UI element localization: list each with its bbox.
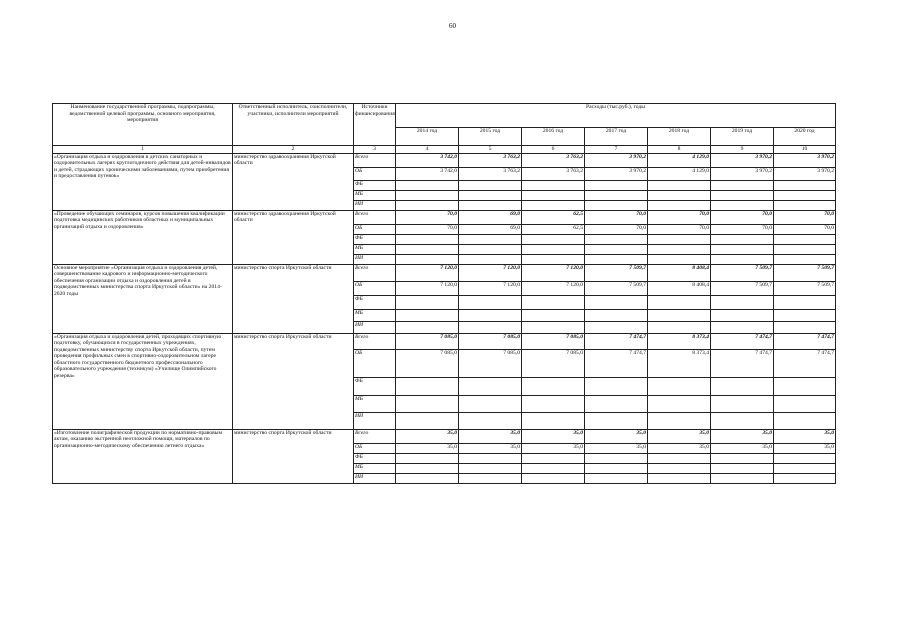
column-number: 4 xyxy=(396,146,459,154)
funding-source-label: ФБ xyxy=(354,180,396,190)
regional-budget-value: 3 763,2 xyxy=(459,167,522,180)
empty-value xyxy=(396,463,459,473)
funding-source-label: ОБ xyxy=(354,349,396,377)
empty-value xyxy=(522,395,585,412)
empty-value xyxy=(522,254,585,264)
empty-value xyxy=(459,309,522,321)
activity-executor: министерство здравоохранения Иркутской области xyxy=(233,153,354,210)
empty-value xyxy=(648,234,711,244)
empty-value xyxy=(774,473,836,483)
empty-value xyxy=(774,180,836,190)
total-value: 8 408,4 xyxy=(648,264,711,281)
funding-source-label: ФБ xyxy=(354,377,396,395)
empty-value xyxy=(585,473,648,483)
regional-budget-value: 8 408,4 xyxy=(648,281,711,295)
empty-value xyxy=(396,190,459,200)
funding-source-label: ИИ xyxy=(354,321,396,333)
empty-value xyxy=(648,244,711,254)
empty-value xyxy=(459,473,522,483)
empty-value xyxy=(648,321,711,333)
total-value: 62,5 xyxy=(522,210,585,224)
header-year: 2020 год xyxy=(774,128,836,146)
activity-row xyxy=(53,333,836,349)
total-value: 4 129,0 xyxy=(648,153,711,167)
empty-value xyxy=(711,309,774,321)
empty-value xyxy=(711,321,774,333)
column-number: 7 xyxy=(585,146,648,154)
funding-source-label: ОБ xyxy=(354,224,396,234)
header-executor-column: Ответственный исполнитель, соисполнители, участники, исполнители мероприятий xyxy=(233,104,354,146)
empty-value xyxy=(522,309,585,321)
empty-value xyxy=(774,463,836,473)
empty-value xyxy=(711,463,774,473)
empty-value xyxy=(396,200,459,210)
regional-budget-value: 4 129,0 xyxy=(648,167,711,180)
funding-source-label: ОБ xyxy=(354,167,396,180)
header-year: 2019 год xyxy=(711,128,774,146)
empty-value xyxy=(711,453,774,463)
regional-budget-value: 35,0 xyxy=(648,443,711,453)
empty-value xyxy=(396,395,459,412)
empty-value xyxy=(585,309,648,321)
empty-value xyxy=(648,412,711,429)
total-value: 8 373,4 xyxy=(648,333,711,349)
regional-budget-value: 7 509,7 xyxy=(585,281,648,295)
total-value: 70,0 xyxy=(396,210,459,224)
empty-value xyxy=(711,200,774,210)
empty-value xyxy=(585,200,648,210)
funding-source-label: ФБ xyxy=(354,295,396,309)
header-year: 2014 год xyxy=(396,128,459,146)
empty-value xyxy=(585,254,648,264)
empty-value xyxy=(459,200,522,210)
empty-value xyxy=(396,234,459,244)
empty-value xyxy=(522,244,585,254)
empty-value xyxy=(585,412,648,429)
header-year: 2018 год xyxy=(648,128,711,146)
empty-value xyxy=(585,180,648,190)
regional-budget-value: 70,0 xyxy=(711,224,774,234)
empty-value xyxy=(585,377,648,395)
page-number: 60 xyxy=(449,22,456,30)
regional-budget-value: 3 970,2 xyxy=(711,167,774,180)
total-value: 7 085,0 xyxy=(459,333,522,349)
activity-name: «Организация отдыха и оздоровления детей, проходящих спортивную подготовку, обучающихся в государственных учреждениях, подведомственных министерству спорта Иркутской области, путем проведения профильных смен в спортивно-оздоровительном лагере областного государственного бюджетного профессионального образовательного учреждения (техникум) «Училище Олимпийского резерва» xyxy=(53,333,233,429)
funding-source-label: ОБ xyxy=(354,443,396,453)
total-value: 7 085,0 xyxy=(396,333,459,349)
funding-source-label: ИИ xyxy=(354,412,396,429)
regional-budget-value: 3 763,2 xyxy=(522,167,585,180)
empty-value xyxy=(522,473,585,483)
activity-executor: министерство здравоохранения Иркутской области xyxy=(233,210,354,264)
total-value: 3 970,2 xyxy=(711,153,774,167)
total-value: 7 509,7 xyxy=(585,264,648,281)
empty-value xyxy=(774,295,836,309)
regional-budget-value: 3 742,0 xyxy=(396,167,459,180)
regional-budget-value: 7 509,7 xyxy=(774,281,836,295)
column-number: 3 xyxy=(354,146,396,154)
total-value: 7 474,7 xyxy=(585,333,648,349)
empty-value xyxy=(648,180,711,190)
total-value: 7 120,0 xyxy=(396,264,459,281)
column-number: 2 xyxy=(233,146,354,154)
column-numbers-row xyxy=(53,146,836,154)
table-body xyxy=(53,153,836,483)
empty-value xyxy=(648,309,711,321)
total-value: 3 763,2 xyxy=(459,153,522,167)
regional-budget-value: 8 373,4 xyxy=(648,349,711,377)
total-value: 70,0 xyxy=(774,210,836,224)
regional-budget-value: 7 120,0 xyxy=(396,281,459,295)
regional-budget-value: 69,0 xyxy=(459,224,522,234)
total-value: 35,0 xyxy=(585,429,648,443)
empty-value xyxy=(648,463,711,473)
header-expenses: Расходы (тыс.руб.), годы xyxy=(396,104,836,128)
funding-source-label: ИИ xyxy=(354,254,396,264)
empty-value xyxy=(711,190,774,200)
regional-budget-value: 62,5 xyxy=(522,224,585,234)
total-value: 7 509,7 xyxy=(774,264,836,281)
activity-row xyxy=(53,210,836,224)
regional-budget-value: 35,0 xyxy=(459,443,522,453)
column-number: 9 xyxy=(711,146,774,154)
regional-budget-value: 7 085,0 xyxy=(459,349,522,377)
empty-value xyxy=(396,377,459,395)
funding-source-label: ИИ xyxy=(354,200,396,210)
empty-value xyxy=(585,463,648,473)
empty-value xyxy=(522,453,585,463)
total-value: 35,0 xyxy=(459,429,522,443)
column-number: 6 xyxy=(522,146,585,154)
regional-budget-value: 70,0 xyxy=(774,224,836,234)
empty-value xyxy=(711,377,774,395)
total-value: 35,0 xyxy=(396,429,459,443)
regional-budget-value: 7 474,7 xyxy=(585,349,648,377)
empty-value xyxy=(396,473,459,483)
funding-source-label: МБ xyxy=(354,395,396,412)
empty-value xyxy=(711,412,774,429)
empty-value xyxy=(585,321,648,333)
regional-budget-value: 35,0 xyxy=(522,443,585,453)
empty-value xyxy=(585,234,648,244)
regional-budget-value: 70,0 xyxy=(396,224,459,234)
activity-executor: министерство спорта Иркутской области xyxy=(233,333,354,429)
empty-value xyxy=(522,295,585,309)
empty-value xyxy=(648,295,711,309)
empty-value xyxy=(648,254,711,264)
funding-source-label: Всего xyxy=(354,210,396,224)
empty-value xyxy=(774,412,836,429)
funding-source-label: ФБ xyxy=(354,453,396,463)
total-value: 35,0 xyxy=(522,429,585,443)
activity-name: «Проведение обучающих семинаров, курсов повышения квалификации подготовка медицинских работников областных и муниципальных организаций отдыха и оздоровления» xyxy=(53,210,233,264)
total-value: 7 120,0 xyxy=(459,264,522,281)
column-number: 5 xyxy=(459,146,522,154)
regional-budget-value: 35,0 xyxy=(396,443,459,453)
empty-value xyxy=(711,234,774,244)
empty-value xyxy=(459,244,522,254)
empty-value xyxy=(774,244,836,254)
empty-value xyxy=(711,254,774,264)
regional-budget-value: 35,0 xyxy=(774,443,836,453)
activity-executor: министерство спорта Иркутской области xyxy=(233,429,354,483)
regional-budget-value: 7 120,0 xyxy=(459,281,522,295)
funding-source-label: Всего xyxy=(354,333,396,349)
empty-value xyxy=(648,395,711,412)
funding-source-label: МБ xyxy=(354,309,396,321)
empty-value xyxy=(648,473,711,483)
total-value: 3 970,2 xyxy=(774,153,836,167)
empty-value xyxy=(585,244,648,254)
empty-value xyxy=(774,377,836,395)
empty-value xyxy=(774,321,836,333)
budget-table xyxy=(52,103,836,484)
empty-value xyxy=(585,190,648,200)
funding-source-label: ИИ xyxy=(354,473,396,483)
regional-budget-value: 7 085,0 xyxy=(522,349,585,377)
empty-value xyxy=(774,254,836,264)
empty-value xyxy=(585,395,648,412)
empty-value xyxy=(522,200,585,210)
total-value: 35,0 xyxy=(774,429,836,443)
header-year: 2017 год xyxy=(585,128,648,146)
empty-value xyxy=(774,309,836,321)
empty-value xyxy=(711,295,774,309)
regional-budget-value: 3 970,2 xyxy=(585,167,648,180)
empty-value xyxy=(459,463,522,473)
empty-value xyxy=(459,254,522,264)
empty-value xyxy=(459,190,522,200)
total-value: 3 763,2 xyxy=(522,153,585,167)
empty-value xyxy=(396,453,459,463)
funding-source-label: Всего xyxy=(354,153,396,167)
empty-value xyxy=(396,244,459,254)
empty-value xyxy=(774,234,836,244)
total-value: 69,0 xyxy=(459,210,522,224)
header-year: 2016 год xyxy=(522,128,585,146)
empty-value xyxy=(459,412,522,429)
empty-value xyxy=(774,190,836,200)
column-number: 1 xyxy=(53,146,233,154)
empty-value xyxy=(522,190,585,200)
total-value: 70,0 xyxy=(585,210,648,224)
total-value: 3 970,2 xyxy=(585,153,648,167)
empty-value xyxy=(396,412,459,429)
empty-value xyxy=(648,200,711,210)
empty-value xyxy=(396,180,459,190)
regional-budget-value: 35,0 xyxy=(585,443,648,453)
empty-value xyxy=(459,395,522,412)
empty-value xyxy=(648,377,711,395)
empty-value xyxy=(585,453,648,463)
activity-executor: министерство спорта Иркутской области xyxy=(233,264,354,333)
funding-source-label: ФБ xyxy=(354,234,396,244)
empty-value xyxy=(711,395,774,412)
activity-name: «Организация отдыха и оздоровления в детских санаторных и оздоровительных лагерях круглогодичного действия для детей-инвалидов и детей, страдающих хроническими заболеваниями, путем приобретения и предоставления путевок» xyxy=(53,153,233,210)
regional-budget-value: 70,0 xyxy=(648,224,711,234)
column-number: 10 xyxy=(774,146,836,154)
empty-value xyxy=(522,412,585,429)
funding-source-label: МБ xyxy=(354,463,396,473)
activity-name: «Изготовление полиграфической продукции по нормативно-правовым актам, оказанию экстренной неотложной помощи, материалов по организационно-методическому обеспечению летнего отдыха» xyxy=(53,429,233,483)
regional-budget-value: 7 509,7 xyxy=(711,281,774,295)
empty-value xyxy=(396,321,459,333)
regional-budget-value: 7 085,0 xyxy=(396,349,459,377)
total-value: 7 085,0 xyxy=(522,333,585,349)
header-source-column: Источники финансирования xyxy=(354,104,396,146)
activity-name: Основное мероприятие «Организация отдыха и оздоровления детей, совершенствование кадрового и информационно-методического обеспечения организации отдыха и оздоровления детей в подведомственных министерства спорта Иркутской области» на 2014-2020 годы xyxy=(53,264,233,333)
activity-row xyxy=(53,153,836,167)
empty-value xyxy=(774,395,836,412)
funding-source-label: ОБ xyxy=(354,281,396,295)
total-value: 70,0 xyxy=(711,210,774,224)
regional-budget-value: 7 120,0 xyxy=(522,281,585,295)
regional-budget-value: 35,0 xyxy=(711,443,774,453)
header-year: 2015 год xyxy=(459,128,522,146)
total-value: 7 474,7 xyxy=(774,333,836,349)
total-value: 35,0 xyxy=(648,429,711,443)
funding-source-label: МБ xyxy=(354,244,396,254)
regional-budget-value: 70,0 xyxy=(585,224,648,234)
empty-value xyxy=(459,180,522,190)
funding-source-label: Всего xyxy=(354,264,396,281)
regional-budget-value: 3 970,2 xyxy=(774,167,836,180)
funding-source-label: Всего xyxy=(354,429,396,443)
empty-value xyxy=(459,234,522,244)
empty-value xyxy=(459,377,522,395)
total-value: 7 509,7 xyxy=(711,264,774,281)
empty-value xyxy=(396,254,459,264)
activity-row xyxy=(53,429,836,443)
empty-value xyxy=(459,453,522,463)
total-value: 70,0 xyxy=(648,210,711,224)
total-value: 7 474,7 xyxy=(711,333,774,349)
regional-budget-value: 7 474,7 xyxy=(711,349,774,377)
empty-value xyxy=(648,453,711,463)
column-number: 8 xyxy=(648,146,711,154)
regional-budget-value: 7 474,7 xyxy=(774,349,836,377)
empty-value xyxy=(522,463,585,473)
total-value: 7 120,0 xyxy=(522,264,585,281)
empty-value xyxy=(711,180,774,190)
empty-value xyxy=(396,295,459,309)
empty-value xyxy=(774,200,836,210)
activity-row xyxy=(53,264,836,281)
funding-source-label: МБ xyxy=(354,190,396,200)
empty-value xyxy=(774,453,836,463)
empty-value xyxy=(711,473,774,483)
empty-value xyxy=(396,309,459,321)
total-value: 35,0 xyxy=(711,429,774,443)
empty-value xyxy=(522,377,585,395)
empty-value xyxy=(459,321,522,333)
empty-value xyxy=(711,244,774,254)
empty-value xyxy=(522,180,585,190)
empty-value xyxy=(522,234,585,244)
empty-value xyxy=(522,321,585,333)
empty-value xyxy=(648,190,711,200)
header-name-column: Наименование государственной программы, подпрограммы, ведомственной целевой программы, основного мероприятия, мероприятия xyxy=(53,104,233,146)
empty-value xyxy=(585,295,648,309)
empty-value xyxy=(459,295,522,309)
total-value: 3 742,0 xyxy=(396,153,459,167)
